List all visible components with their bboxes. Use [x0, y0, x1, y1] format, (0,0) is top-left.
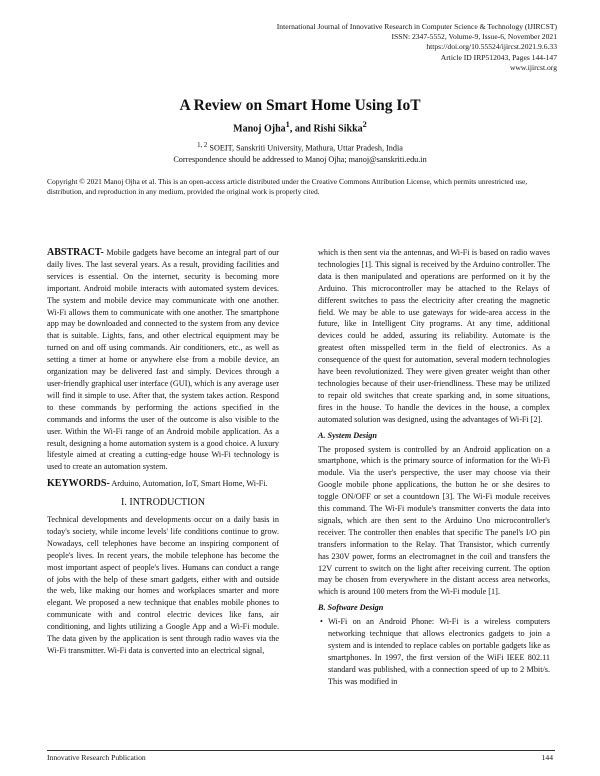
affiliation-sup: 1, 2	[197, 142, 208, 149]
copyright-notice: Copyright © 2021 Manoj Ojha et al. This is an open-access article distributed under the Creative Commons Attribution License, which permits unrestricted use, distribution, and reproduction in any medium, provided the original work is properly cited.	[47, 177, 528, 196]
right-column	[318, 247, 550, 688]
journal-website[interactable]: www.ijircst.org	[509, 62, 557, 72]
author-1-sup: 1	[285, 120, 290, 129]
authors	[0, 120, 600, 134]
issn-line: ISSN: 2347-5552, Volume-9, Issue-6, November 2021	[391, 32, 557, 42]
system-design-text: The proposed system is controlled by an Android application on a smartphone, which is the primary source of information for the Wi-Fi module. Via the user's perspective, the user may choose via their Google mobile phone applications, the button he or she desires to toggle ON/OFF or set a countdown [3]. The Wi-Fi module receives this command. The Wi-Fi module's transmitter converts the data into signals, which are then sent to the Arduino Uno microcontroller's receiver. The controller then enables that specific The panel's I/O pin transfers information to the Relay. That Transistor, which currently has 230V power, forms an electromagnet in the coil and transfers the 12V current to switch on the light after receiving current. The option may be chosen from everywhere in the distant access area networks, which is around 100 meters from the Wi-Fi module [1].	[318, 444, 550, 597]
keywords-text: Arduino, Automation, IoT, Smart Home, Wi-Fi.	[109, 479, 268, 489]
introduction-heading: I. INTRODUCTION	[121, 497, 205, 509]
author-separator: , and	[289, 123, 314, 135]
software-design-heading: B. Software Design	[318, 603, 384, 613]
author-2: Rishi Sikka	[313, 123, 363, 135]
left-column	[47, 247, 279, 657]
article-id: Article ID IRP512043, Pages 144-147	[440, 52, 557, 62]
software-design-bullet	[318, 616, 550, 687]
paper-title: A Review on Smart Home Using IoT	[179, 97, 421, 114]
author-2-sup: 2	[362, 120, 367, 129]
software-design-text: Wi-Fi on an Android Phone: Wi-Fi is a wireless computers networking technique that allows electronics gadgets to join a system and is intended to replace cables on portable gadgets like as smartphones. In 1997, the first version of the WiFi IEEE 802.11 standard was published, with a connection speed of up to 2 Mbit/s. This was modified in	[328, 617, 550, 686]
footer-divider	[47, 750, 555, 751]
correspondence: Correspondence should be addressed to Manoj Ojha; manoj@sanskriti.edu.in	[173, 155, 427, 165]
keywords-heading: KEYWORDS-	[47, 478, 110, 490]
abstract-text: Mobile gadgets have become an integral part of our daily lives. The last several years. As a result, providing facilities and services is essential. On the internet, security is becoming more important. Android mobile interacts with automated system devices. The system and mobile device may communicate with one another. Wi-Fi allows them to communicate with one another. The smartphone app may be downloaded and connected to the system from any device that is suitable. Lights, fans, and other electrical equipment may be turned on and off using commands. Air conditioners, etc., as well as setting a timer at home or anywhere else from a mobile device, an organization may be delivered fast and simply. Devices through a user-friendly graphical user interface (GUI), which is any average user will find it simple to use. After that, the system takes action. Respond to these commands by performing the actions specified in the commands and informs the user of the outcome is also visible to the user. Within the Wi-Fi range of an Android mobile application. As a result, designing a home automation system is a good choice. A luxury lifestyle aimed at creating a cutting-edge house Wi-Fi technology is used to create an automation system.	[47, 248, 279, 472]
keywords	[47, 478, 279, 490]
introduction-paragraph-2: which is then sent via the antennas, and Wi-Fi is based on radio waves technologies [1]. This signal is received by the Arduino controller. The data is then manipulated and operations are performed on it by the Arduino. This microcontroller may be attached to the Relays of different switches to pass the electricity after creating the magnetic field. We may be able to use gateways for wide-area access in the future, like in Intelligent City programs. At any time, additional devices could be added, assuring its reliability. Automate is the greatest often misspelled term in the field of electronics. As a consequence of the quest for automation, several modern technologies have been revolutionized. They were given greater weight than other technologies because of their user-friendliness. These may be utilized to repair old switches that create sparking and, in some situations, fires in the house. To handle the devices in the house, a complex automated solution was designed, using the advantages of Wi-Fi [2].	[318, 248, 550, 424]
journal-header	[277, 22, 557, 73]
affiliation-block	[0, 140, 600, 166]
page-number: 144	[541, 753, 553, 762]
introduction-paragraph-1: Technical developments and developments occur on a daily basis in today's society, while income levels' life conditions continue to grow. Nowadays, cell telephones have become an inspiring component of people's lives. In recent years, the mobile telephone has become the most important aspect of people's lives. Humans can conduct a range of jobs with the help of these smart gadgets, either with and outside the web, like making our homes and workplaces smarter and more elegant. We proposed a new technique that enables mobile phones to communicate with and control electric devices like fans, air conditioning, and lights utilizing a Google App and a Wi-Fi module. The data given by the application is sent through radio waves via the Wi-Fi transmitter. Wi-Fi data is converted into an electrical signal,	[47, 515, 279, 655]
system-design-heading: A. System Design	[318, 430, 377, 440]
bullet-icon: •	[320, 617, 323, 627]
abstract-heading: ABSTRACT-	[47, 247, 104, 258]
journal-name: International Journal of Innovative Research in Computer Science & Technology (IJIRCST)	[276, 22, 557, 31]
footer-publisher: Innovative Research Publication	[47, 753, 146, 762]
affiliation	[0, 140, 600, 154]
affiliation-text: SOEIT, Sanskriti University, Mathura, Uttar Pradesh, India	[207, 143, 403, 153]
author-1: Manoj Ojha	[233, 123, 286, 135]
abstract	[47, 247, 279, 473]
doi-link[interactable]: https://doi.org/10.55524/ijircst.2021.9.6.33	[426, 42, 557, 52]
